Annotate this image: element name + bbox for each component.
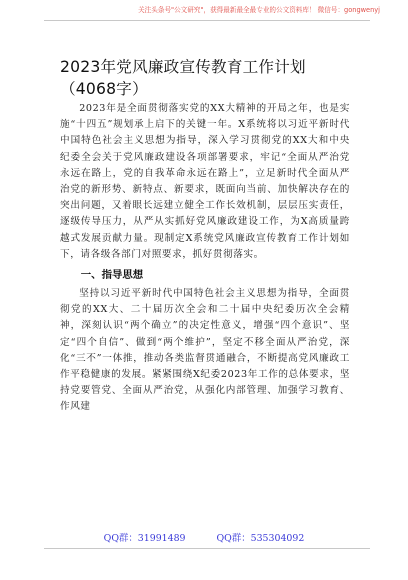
header-divider: [44, 20, 370, 21]
header-banner: 关注头条号"公文研究"，获得最新最全最专业的公文资料库！ 微信号：gongwenyj: [138, 6, 380, 14]
footer-divider: [44, 548, 370, 549]
section-paragraph: 坚持以习近平新时代中国特色社会主义思想为指导，全面贯彻党的XX大、二十届历次全会和二十届中央纪委历次全会精神，深刻认识“两个确立”的决定性意义，增强“四个意识”、坚定“四个自信”、做到“两个维护”，坚定不移全面从严治党，深化“三不”一体推，推动各类监督贯通融合，不断提高党风廉政工作平稳健康的发展。紧紧围绕X纪委2023年工作的总体要求，坚持党要管党、全面从严治党，从强化内部管理、加强学习教育、作风建: [60, 288, 350, 413]
intro-paragraph: 2023年是全面贯彻落实党的XX大精神的开局之年，也是实施“十四五”规划承上启下的关键一年。X系统将以习近平新时代中国特色社会主义思想为指导，深入学习贯彻党的XX大和中央纪委全会关于党风廉政建设各项部署要求，牢记“全面从严治党永远在路上，党的自我革命永远在路上”，立足新时代全面从严治党的新形势、新特点、新要求，既面向当前、加快解决存在的突出问题，又着眼长远建立健全工作长效机制，层层压实责任，逐级传导压力，从严从实抓好党风廉政建设工作，为X高质量跨越式发展贡献力量。现制定X系统党风廉政宣传教育工作计划如下，请各级各部门对照要求，抓好贯彻落实。: [60, 103, 350, 260]
footer-contact: [0, 533, 408, 545]
footer-qq-group-1: QQ群：31991489: [103, 533, 186, 544]
document-title: 2023年党风廉政宣传教育工作计划（4068字）: [60, 58, 306, 98]
document-body: [60, 101, 350, 416]
section-heading-guiding-ideology: 一、指导思想: [80, 269, 144, 282]
footer-qq-group-2: QQ群：535304092: [216, 533, 305, 544]
